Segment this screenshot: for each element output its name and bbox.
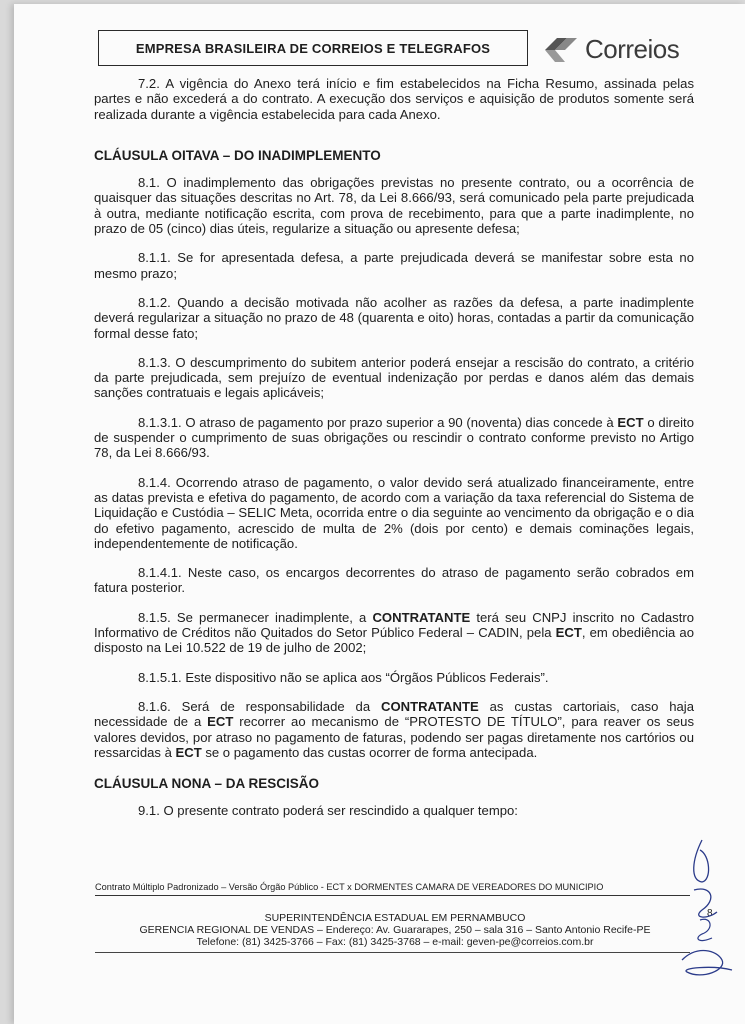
page-number: 8 <box>707 908 713 919</box>
paragraph-8-1-4: 8.1.4. Ocorrendo atraso de pagamento, o valor devido será atualizado financeiramente, entre as datas prevista e efetiva do pagamento, de acordo com a variação da taxa referencial do Sistema de Liquidação e Custódia – SELIC Meta, ocorrida entre o dia seguinte ao vencimento da obrigação e o dia do efetivo pagamento, acrescido de multa de 2% (dois por cento) e demais cominações legais, independentemente de notificação. <box>94 474 694 551</box>
paragraph-8-1-6: 8.1.6. Será de responsabilidade da CONTRATANTE as custas cartoriais, caso haja necessidade de a ECT recorrer ao mecanismo de “PROTESTO DE TÍTULO”, para reaver os seus valores devidos, por atraso no pagamento de faturas, podendo ser pagas diretamente nos cartórios ou ressarcidas à ECT se o pagamento das custas ocorrer de forma antecipada. <box>94 698 694 760</box>
clause-8-heading: CLÁUSULA OITAVA – DO INADIMPLEMENTO <box>94 147 381 163</box>
footer-divider <box>95 952 690 953</box>
footer-superintendency: SUPERINTENDÊNCIA ESTADUAL EM PERNAMBUCO <box>264 912 526 924</box>
clause-9-heading: CLÁUSULA NONA – DA RESCISÃO <box>94 776 320 792</box>
paragraph-8-1-1: 8.1.1. Se for apresentada defesa, a parte prejudicada deverá se manifestar sobre esta no mesmo prazo; <box>94 250 694 281</box>
company-header: EMPRESA BRASILEIRA DE CORREIOS E TELEGRAFOS <box>98 30 528 66</box>
handwritten-signature <box>672 820 742 990</box>
paragraph-8-1-3: 8.1.3. O descumprimento do subitem anterior poderá ensejar a rescisão do contrato, a critério da parte prejudicada, sem prejuízo de eventual indenização por perdas e danos além das demais sanções contratuais e legais aplicáveis; <box>94 354 694 401</box>
paragraph-8-1-3-1: 8.1.3.1. O atraso de pagamento por prazo superior a 90 (noventa) dias concede à ECT o direito de suspender o cumprimento de suas obrigações ou rescindir o contrato conforme previsto no Artigo 78, da Lei 8.666/93. <box>94 414 694 461</box>
paragraph-8-1-5: 8.1.5. Se permanecer inadimplente, a CONTRATANTE terá seu CNPJ inscrito no Cadastro Informativo de Créditos não Quitados do Setor Público Federal – CADIN, pela ECT, em obediência ao disposto na Lei 10.522 de 19 de julho de 2002; <box>94 609 694 656</box>
paragraph-8-1-2: 8.1.2. Quando a decisão motivada não acolher as razões da defesa, a parte inadimplente deverá regularizar a situação no prazo de 48 (quarenta e oito) horas, contadas a partir da comunicação formal desse fato; <box>94 294 694 341</box>
correios-logo-text: Correios <box>585 34 680 64</box>
footer-address: GERENCIA REGIONAL DE VENDAS – Endereço: Av. Guararapes, 250 – sala 316 – Santo Antonio Recife-PE <box>139 924 651 936</box>
contract-footer-line: Contrato Múltiplo Padronizado – Versão Órgão Público - ECT x DORMENTES CAMARA DE VEREADORES DO MUNICIPIO <box>95 882 690 896</box>
footer-address-block <box>95 912 695 948</box>
contract-body <box>94 76 694 833</box>
paragraph-7-2: 7.2. A vigência do Anexo terá início e fim estabelecidos na Ficha Resumo, assinada pelas partes e não excederá a do contrato. A execução dos serviços e aquisição de produtos somente será realizada durante a vigência estabelecida para cada Anexo. <box>94 76 694 122</box>
correios-logo-icon <box>541 34 581 66</box>
correios-logo <box>541 30 711 70</box>
paragraph-8-1-5-1: 8.1.5.1. Este dispositivo não se aplica aos “Órgãos Públicos Federais”. <box>138 669 549 685</box>
paragraph-9-1: 9.1. O presente contrato poderá ser rescindido a qualquer tempo: <box>138 803 518 819</box>
paragraph-8-1-4-1: 8.1.4.1. Neste caso, os encargos decorrentes do atraso de pagamento serão cobrados em fatura posterior. <box>94 565 694 596</box>
paragraph-8-1: 8.1. O inadimplemento das obrigações previstas no presente contrato, ou a ocorrência de quaisquer das situações descritas no Art. 78, da Lei 8.666/93, será comunicado pela parte prejudicada à outra, mediante notificação escrita, com prova de recebimento, para que a parte inadimplente, no prazo de 05 (cinco) dias úteis, regularize a situação ou apresente defesa; <box>94 175 694 237</box>
footer-phone: Telefone: (81) 3425-3766 – Fax: (81) 3425-3768 – e-mail: geven-pe@correios.com.br <box>196 936 594 948</box>
